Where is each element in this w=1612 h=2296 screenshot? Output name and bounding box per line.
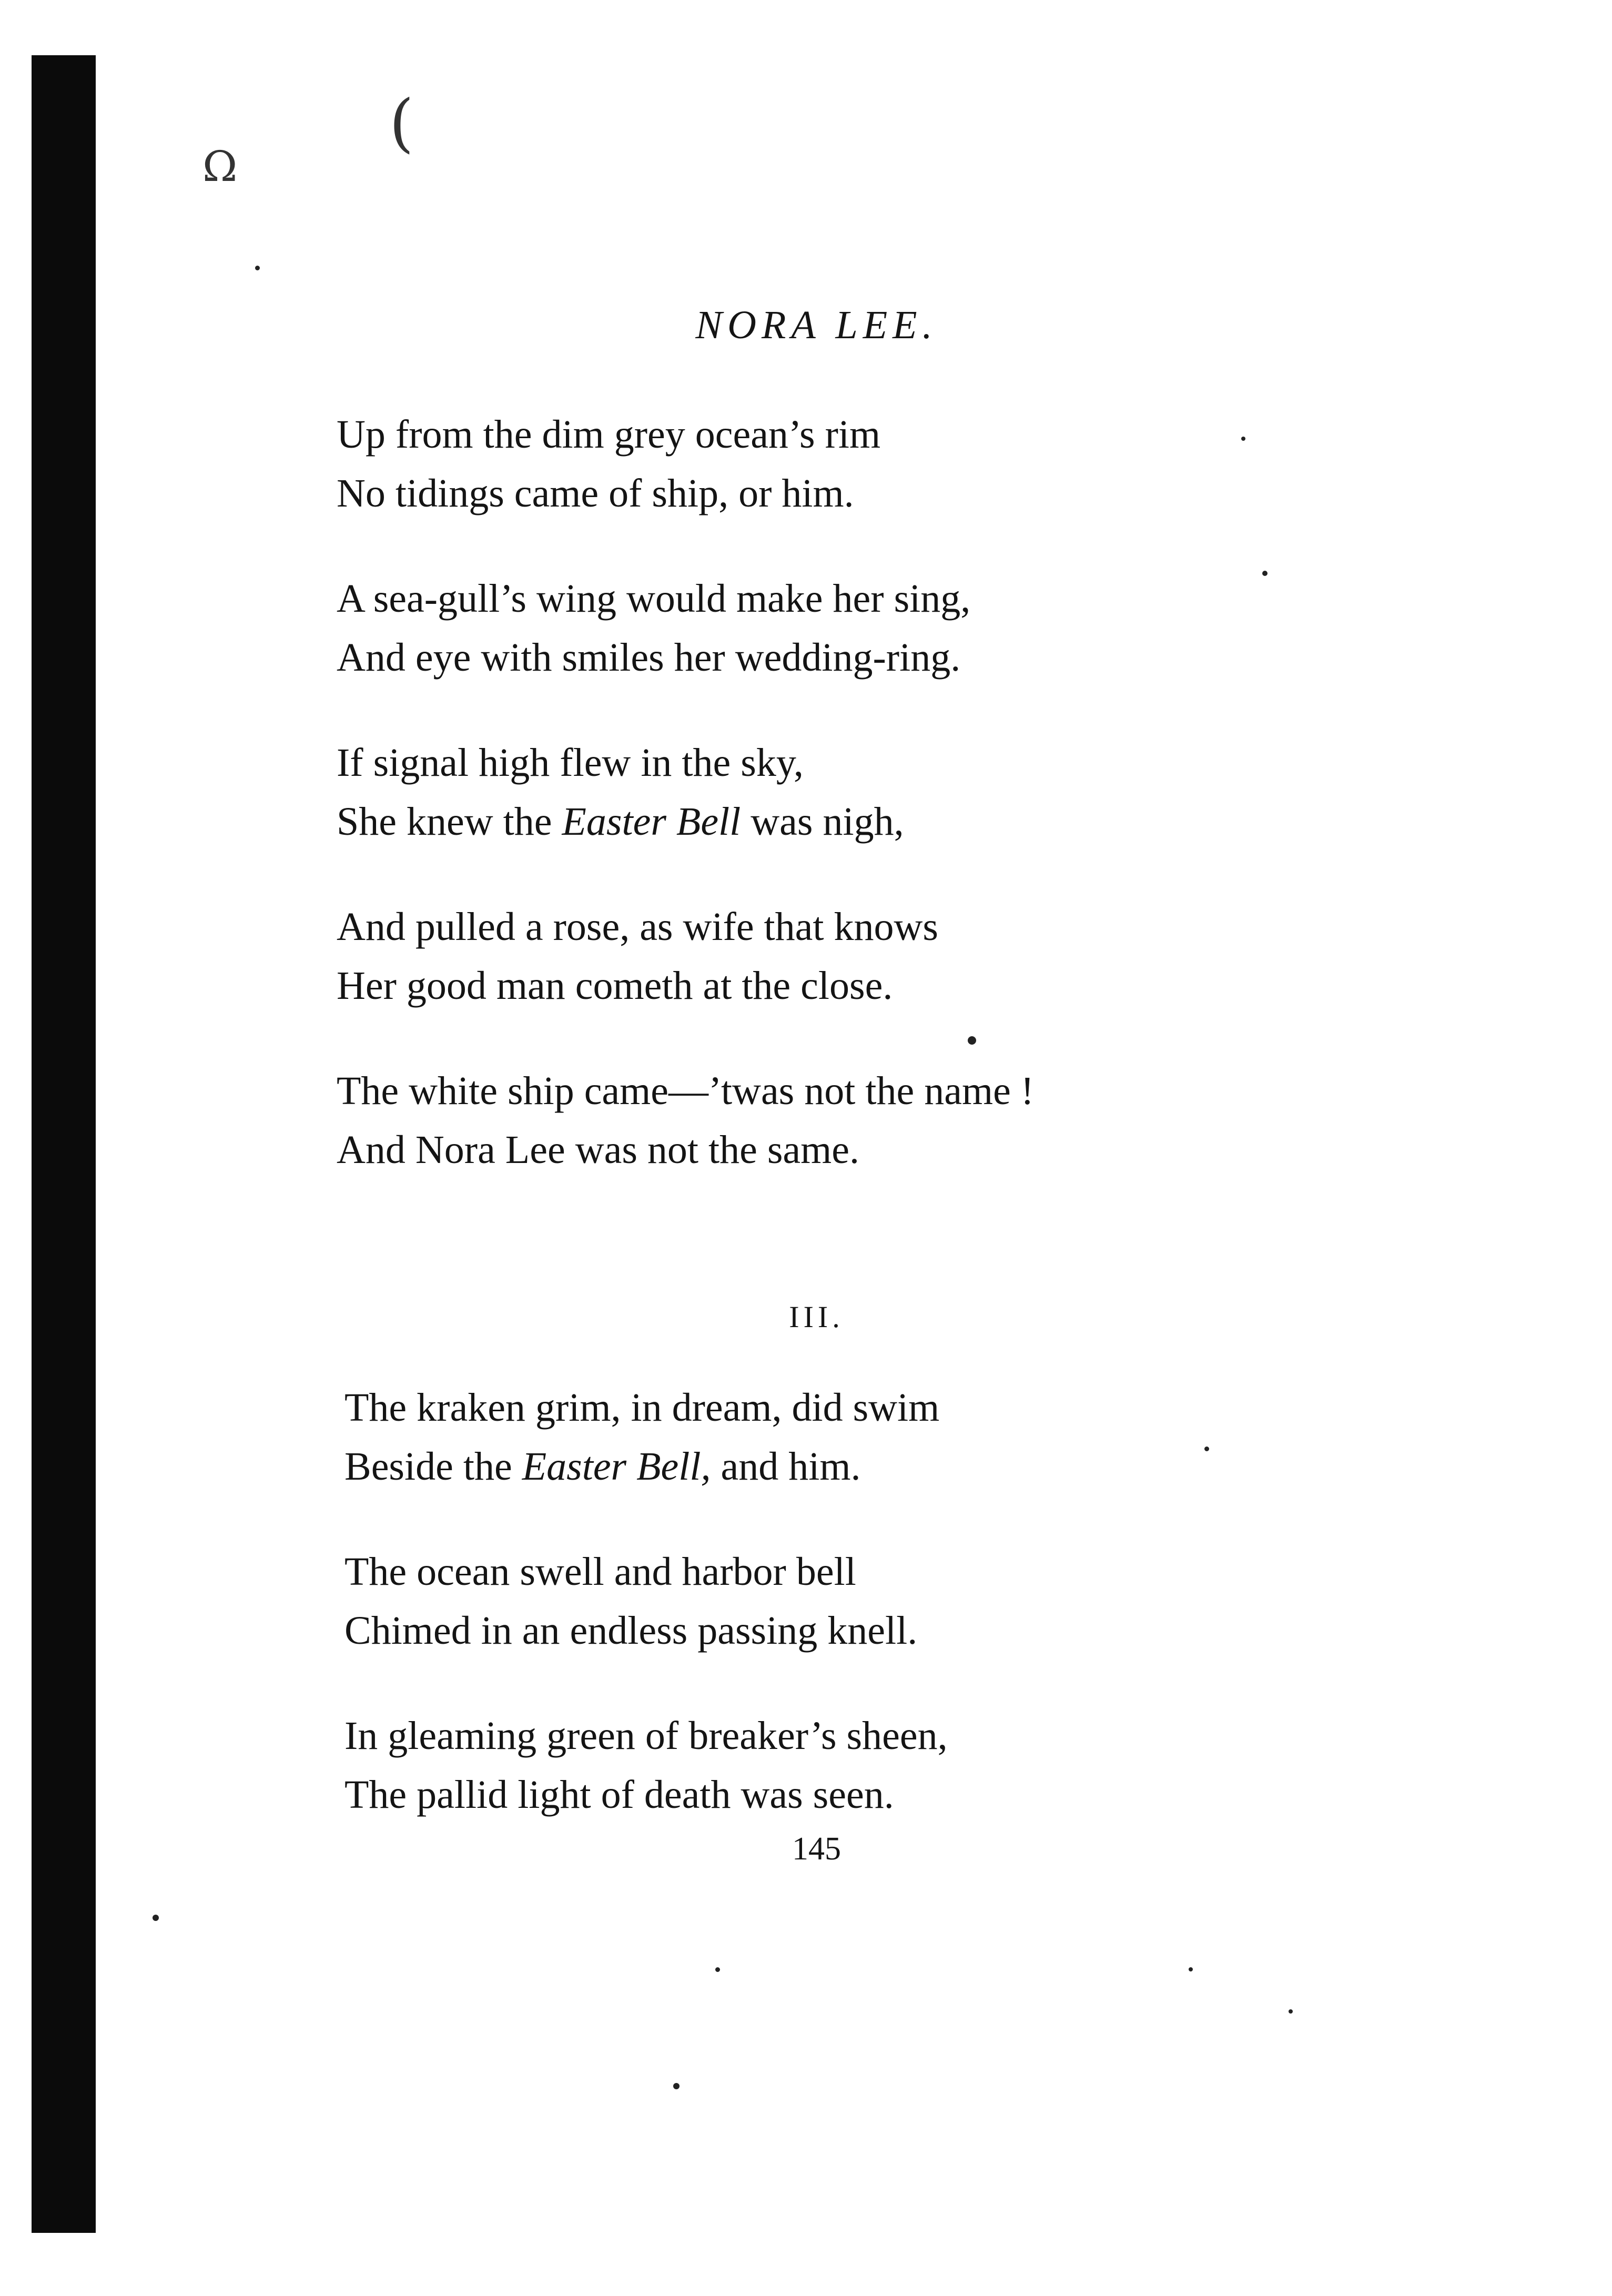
stanza <box>344 1706 1239 1824</box>
stanza <box>337 897 1231 1015</box>
stanza <box>337 1061 1231 1179</box>
verse-line: And pulled a rose, as wife that knows <box>337 905 938 949</box>
verse-line: A sea-gull’s wing would make her sing, <box>337 576 971 621</box>
stanza <box>337 733 1231 851</box>
stanza <box>337 569 1231 687</box>
stanza <box>344 1378 1239 1496</box>
verse-line: In gleaming green of breaker’s sheen, <box>344 1714 948 1758</box>
verse-line: Chimed in an endless passing knell. <box>344 1609 918 1653</box>
scan-speck <box>673 2083 680 2089</box>
verse-line: The pallid light of death was seen. <box>344 1773 894 1817</box>
ship-name: Easter Bell, <box>522 1444 711 1489</box>
poem-part-3 <box>344 1378 1239 1870</box>
verse-line: And eye with smiles her wedding-ring. <box>337 635 961 680</box>
stanza <box>344 1542 1239 1660</box>
verse-line: Up from the dim grey ocean’s rim <box>337 412 881 457</box>
verse-line: The ocean swell and harbor bell <box>344 1550 856 1594</box>
pencil-mark: Ω <box>202 142 238 191</box>
section-numeral: III. <box>789 1300 844 1334</box>
poem-title: NORA LEE. <box>695 303 938 347</box>
verse-line: Her good man cometh at the close. <box>337 964 893 1008</box>
book-binding-edge <box>32 55 96 2233</box>
scan-speck <box>153 1915 159 1921</box>
scan-speck <box>715 1967 720 1972</box>
verse-line: If signal high flew in the sky, <box>337 741 804 785</box>
scan-speck <box>1289 2009 1293 2014</box>
scan-speck <box>1262 571 1268 576</box>
scan-speck <box>1189 1967 1193 1971</box>
verse-line: She knew the Easter Bell was nigh, <box>337 800 904 844</box>
verse-line: No tidings came of ship, or him. <box>337 471 854 515</box>
stanza <box>337 405 1231 523</box>
verse-line: And Nora Lee was not the same. <box>337 1128 860 1172</box>
ship-name: Easter Bell <box>562 800 741 844</box>
scan-speck <box>255 266 260 270</box>
pencil-mark: ( <box>389 87 414 160</box>
page-number: 145 <box>792 1831 841 1867</box>
poem-part-2 <box>337 405 1231 1226</box>
verse-line: The white ship came—’twas not the name ! <box>337 1069 1035 1113</box>
scan-speck <box>1241 437 1245 441</box>
verse-line: Beside the Easter Bell, and him. <box>344 1444 861 1489</box>
verse-line: The kraken grim, in dream, did swim <box>344 1385 940 1430</box>
